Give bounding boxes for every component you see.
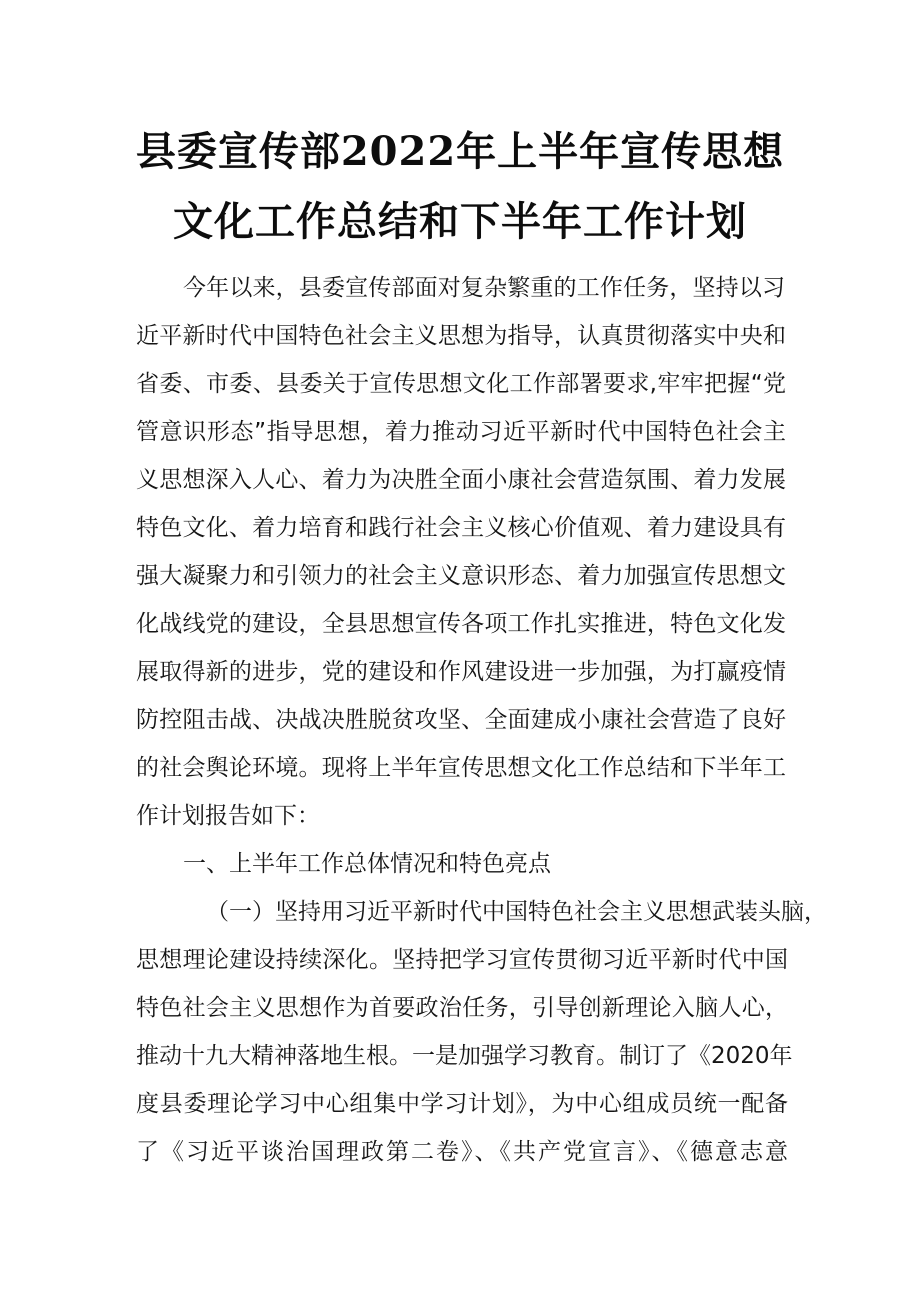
paragraph1-line: 展取得新的进步，党的建设和作风建设进一步加强，为打赢疫情 [136,659,786,685]
paragraph1-line: 近平新时代中国特色社会主义思想为指导，认真贯彻落实中央和 [136,323,786,349]
paragraph1-line: 特色文化、着力培育和践行社会主义核心价值观、着力建设具有 [136,515,786,541]
paragraph1-line: 强大凝聚力和引领力的社会主义意识形态、着力加强宣传思想文 [136,563,786,589]
paragraph2-line: （一）坚持用习近平新时代中国特色社会主义思想武装头脑， [206,899,827,925]
document-title-line-2: 文化工作总结和下半年工作计划 [173,198,747,245]
document-title-line-1: 县委宣传部2022年上半年宣传思想 [135,128,785,175]
paragraph1-line: 防控阻击战、决战决胜脱贫攻坚、全面建成小康社会营造了良好 [136,707,786,733]
section-heading: 一、上半年工作总体情况和特色亮点 [183,851,551,877]
paragraph1-line: 义思想深入人心、着力为决胜全面小康社会营造氛围、着力发展 [136,467,786,493]
paragraph2-line: 特色社会主义思想作为首要政治任务，引导创新理论入脑人心， [136,995,788,1021]
paragraph1-line: 的社会舆论环境。现将上半年宣传思想文化工作总结和下半年工 [136,755,786,781]
paragraph1-line: 省委、市委、县委关于宣传思想文化工作部署要求,牢牢把握“党 [136,371,786,397]
paragraph1-line: 管意识形态”指导思想，着力推动习近平新时代中国特色社会主 [136,419,786,445]
paragraph2-line: 推动十九大精神落地生根。一是加强学习教育。制订了《2020年 [136,1043,793,1069]
paragraph1-line: 化战线党的建设，全县思想宣传各项工作扎实推进，特色文化发 [136,611,786,637]
paragraph2-line: 度县委理论学习中心组集中学习计划》，为中心组成员统一配备 [136,1091,788,1117]
paragraph2-line: 思想理论建设持续深化。坚持把学习宣传贯彻习近平新时代中国 [136,947,788,973]
paragraph1-line: 作计划报告如下： [136,803,320,829]
paragraph1-line: 今年以来，县委宣传部面对复杂繁重的工作任务，坚持以习 [183,275,785,301]
paragraph2-line: 了《习近平谈治国理政第二卷》、《共产党宣言》、《德意志意 [136,1139,788,1165]
